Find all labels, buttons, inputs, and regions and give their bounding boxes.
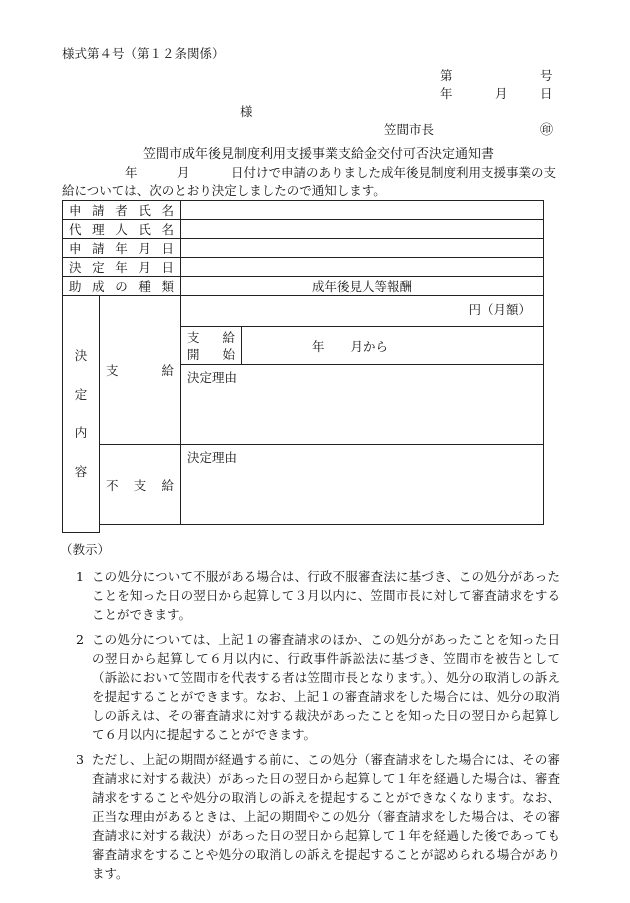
doc-number-dai: 第 (440, 68, 453, 83)
agent-name-value (181, 220, 544, 239)
table-row (63, 220, 544, 239)
pay-start-label: 支 給 開 始 (181, 327, 242, 365)
application-date-label: 申 請 年 月 日 (63, 239, 181, 258)
table-row (63, 445, 544, 525)
decision-content-label: 決 定 内 容 (63, 296, 100, 533)
list-item: 1 この処分について不服がある場合は、行政不服審査法に基づき、この処分があったことを知った日の翌日から起算して３月以内に、笠間市長に対して審査請求をすることができます。 (76, 569, 560, 622)
decision-date-label: 決 定 年 月 日 (63, 258, 181, 277)
agent-name-label: 代 理 人 氏 名 (63, 220, 181, 239)
doc-number-gou: 号 (540, 68, 553, 83)
application-date-value (181, 239, 544, 258)
applicant-name-label: 申 請 者 氏 名 (63, 201, 181, 220)
pay-reason: 決定理由 (181, 365, 544, 445)
instructions-heading: （教示） (60, 542, 111, 557)
table-row (63, 239, 544, 258)
list-item: 3 ただし、上記の期間が経過する前に、この処分（審査請求をした場合には、その審査請求に対する裁決）があった日の翌日から起算して１年を経過した場合は、審査請求をすることや処分の取消しの訴えを提起することができなくなります。なお、正当な理由があるときは、上記の期間やこの処分（審査請求をした場合は、その審査請求に対する裁決）があった日の翌日から起算して１年を経過した後であっても審査請求をすることや処分の取消しの訴えを提起することが認められる場合があります。 (76, 752, 560, 881)
list-item: 2 この処分については、上記１の審査請求のほか、この処分があったことを知った日の翌日から起算して６月以内に、行政事件訴訟法に基づき、笠間市を被告として（訴訟において笠間市を代表する者は笠間市長となります。）、処分の取消しの訴えを提起することができます。なお、上記１の審査請求をした場合には、処分の取消しの訴えは、その審査請求に対する裁決があったことを知った日の翌日から起算して６月以内に提起することができます。 (76, 632, 560, 742)
pay-amount-unit: 円（月額） (181, 296, 544, 327)
intro-year: 年 (125, 165, 138, 180)
intro-month: 月 (177, 165, 190, 180)
table-row (63, 525, 544, 533)
date-month-label: 月 (495, 86, 508, 101)
document-title: 笠間市成年後見制度利用支援事業支給金交付可否決定通知書 (143, 147, 495, 162)
instructions-section (60, 540, 560, 889)
nopay-reason: 決定理由 (181, 445, 544, 525)
table-row (63, 296, 544, 327)
table-row (63, 201, 544, 220)
subsidy-type-value: 成年後見人等報酬 (181, 277, 544, 296)
seal-mark: ㊞ (540, 123, 554, 138)
form-number: 様式第４号（第１２条関係） (62, 46, 225, 61)
pay-start-value: 年 月から (242, 327, 544, 365)
subsidy-type-label: 助 成 の 種 類 (63, 277, 181, 296)
intro-line1: 日付けで申請のありました成年後見制度利用支援事業の支 (231, 165, 557, 180)
table-row (63, 277, 544, 296)
pay-label: 支 給 (100, 296, 181, 445)
applicant-name-value (181, 201, 544, 220)
date-year-label: 年 (440, 86, 453, 101)
issuer-mayor: 笠間市長 (384, 122, 435, 137)
decision-date-value (181, 258, 544, 277)
addressee-sama: 様 (240, 104, 253, 119)
table-row (63, 258, 544, 277)
decision-table (62, 200, 544, 533)
intro-line2: 給については、次のとおり決定しましたので通知します。 (62, 183, 386, 198)
date-day-label: 日 (540, 86, 553, 101)
nopay-label: 不 支 給 (100, 445, 181, 525)
